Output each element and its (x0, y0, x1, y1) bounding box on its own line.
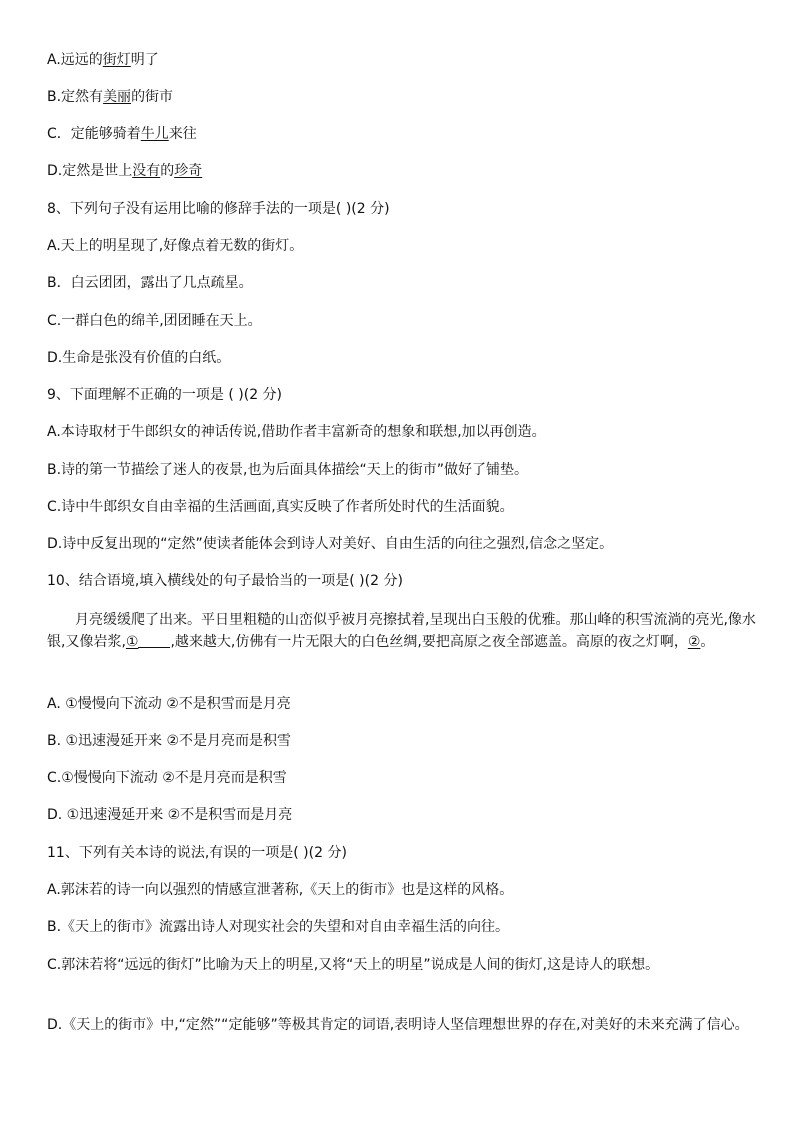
q10-option-c: C.①慢慢向下流动 ②不是月亮而是积雪 (47, 770, 287, 786)
q11-option-a: A.郭沫若的诗一向以强烈的情感宣泄著称,《天上的街市》也是这样的风格。 (47, 882, 514, 898)
q11-option-b: B.《天上的街市》流露出诗人对现实社会的失望和对自由幸福生活的向往。 (47, 919, 510, 935)
q9-option-a: A.本诗取材于牛郎织女的神话传说,借助作者丰富新奇的想象和联想,加以再创造。 (47, 424, 546, 440)
q9-option-c: C.诗中牛郎织女自由幸福的生活画面,真实反映了作者所处时代的生活面貌。 (47, 499, 514, 515)
q9-stem: 9、下面理解不正确的一项是 ( )(2 分) (47, 387, 283, 403)
q7-option-a: A.远远的街灯明了 (47, 52, 159, 68)
blank-1-line (138, 633, 170, 648)
q8-option-a: A.天上的明星现了,好像点着无数的街灯。 (47, 238, 304, 254)
q10-stem: 10、结合语境,填入横线处的句子最恰当的一项是( )(2 分) (47, 573, 403, 589)
q8-option-b: B．白云团团，露出了几点疏星。 (47, 275, 253, 291)
q8-option-c: C.一群白色的绵羊,团团睡在天上。 (47, 313, 262, 329)
blank-1-marker: ① (125, 634, 139, 650)
q7-option-d: D.定然是世上没有的珍奇 (47, 163, 203, 179)
q8-option-d: D.生命是张没有价值的白纸。 (47, 350, 231, 366)
q7-option-b: B.定然有美丽的街市 (47, 89, 174, 105)
q10-option-a: A. ①慢慢向下流动 ②不是积雪而是月亮 (47, 696, 291, 712)
q9-option-d: D.诗中反复出现的“定然”使读者能体会到诗人对美好、自由生活的向往之强烈,信念之坚定。 (47, 536, 614, 552)
q11-stem: 11、下列有关本诗的说法,有误的一项是( )(2 分) (47, 845, 347, 861)
q7-option-c: C．定能够骑着牛儿来往 (47, 126, 197, 142)
q10-option-b: B. ①迅速漫延开来 ②不是月亮而是积雪 (47, 733, 292, 749)
q8-stem: 8、下列句子没有运用比喻的修辞手法的一项是( )(2 分) (47, 201, 390, 217)
q11-option-d: D.《天上的街市》中,“定然”“定能够”等极其肯定的词语,表明诗人坚信理想世界的存在,对美好的未来充满了信心。 (47, 1017, 749, 1033)
q10-option-d: D. ①迅速漫延开来 ②不是积雪而是月亮 (47, 807, 293, 823)
q10-passage: 月亮缓缓爬了出来。平日里粗糙的山峦似乎被月亮擦拭着,呈现出白玉般的优雅。那山峰的积雪流淌的亮光,像水银,又像岩浆,① ,越来越大,仿佛有一片无限大的白色丝绸,要把高原之夜全部遮盖。高原的夜之灯啊，②。 (47, 612, 756, 650)
blank-2-marker: ② (687, 634, 701, 650)
q9-option-b: B.诗的第一节描绘了迷人的夜景,也为后面具体描绘“天上的街市”做好了铺垫。 (47, 462, 529, 478)
q11-option-c: C.郭沫若将“远远的街灯”比喻为天上的明星,又将“天上的明星”说成是人间的街灯,这是诗人的联想。 (47, 957, 660, 973)
